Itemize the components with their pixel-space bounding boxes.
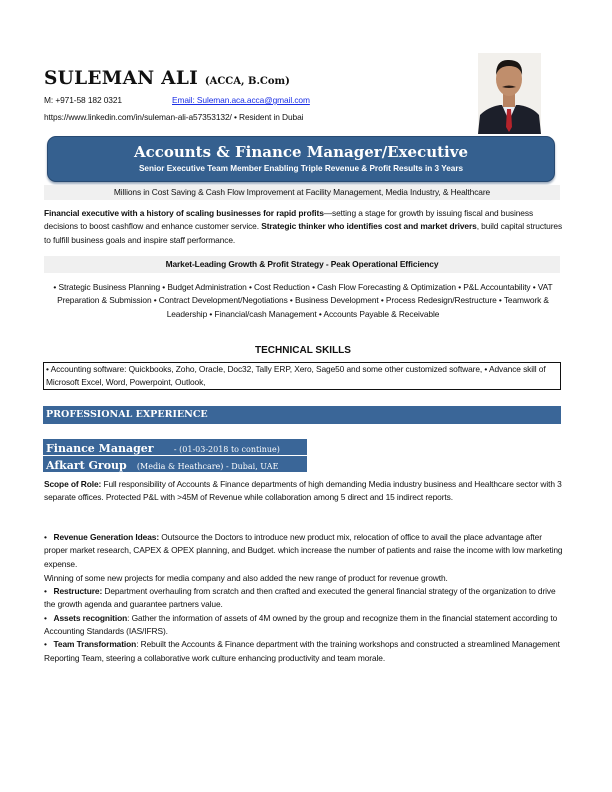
summary-text-1: —setting a stage for growth by issuing fiscal and business decisions to boost cashflow and enhance customer service. <box>44 208 534 232</box>
tagline: Millions in Cost Saving & Cash Flow Improvement at Facility Management, Media Industry, & Healthcare <box>44 185 560 200</box>
bullet-label: Revenue Generation Ideas: <box>53 532 160 542</box>
bullet-text: Department overhauling from scratch and then crafted and executed the general financial strategy of the organization to drive the growth agenda and guarantee partners value. <box>44 586 556 610</box>
profile-photo <box>478 53 541 134</box>
bullet-revenue <box>44 531 564 571</box>
bullet-icon: • <box>44 532 47 542</box>
summary-bold-1: Financial executive with a history of scaling businesses for rapid profits <box>44 208 324 218</box>
phone-number: M: +971-58 182 0321 <box>44 95 122 105</box>
bullet-label: Restructure: <box>53 586 103 597</box>
company-name: Afkart Group <box>46 459 127 472</box>
headline-title: Accounts & Finance Manager/Executive <box>133 143 469 161</box>
technical-skills-text: • Accounting software: Quickbooks, Zoho, Oracle, Doc32, Tally ERP, Xero, Sage50 and some other customized software, • Advance skill of Microsoft Excel, Word, Powerpoint, Outlook, <box>46 364 546 388</box>
headline-banner <box>47 136 555 182</box>
company-detail: (Media & Heathcare) - Dubai, UAE <box>136 462 279 471</box>
bullet-icon: • <box>44 639 47 650</box>
technical-skills-box <box>43 362 561 390</box>
candidate-name <box>44 68 290 89</box>
summary-paragraph <box>44 207 564 247</box>
scope-label: Scope of Role: <box>44 479 102 489</box>
bullet-text: : Rebuilt the Accounts & Finance department with the training workshops and constructed a streamlined Management Reporting Team, steering a collaborative work culture enhancing productivity and team morale. <box>44 639 560 663</box>
achievements-list <box>44 531 564 665</box>
bullet-text: Outsource the Doctors to introduce new product mix, relocation of office to avail the place advantage after proper market research, CAPEX & OPEX planning, and Budget. which increase the number of patients and raise the income with low marketing expense. <box>44 532 563 569</box>
job-title-bar <box>43 439 307 455</box>
name-text: SULEMAN ALI <box>44 68 199 89</box>
bullet-assets <box>44 612 564 639</box>
bullet-text: : Gather the information of assets of 4M owned by the group and recognize them in the financial statement according to Accounting Standards (IAS/IFRS). <box>44 612 558 637</box>
professional-experience-heading: PROFESSIONAL EXPERIENCE <box>43 406 561 424</box>
summary-bold-2: Strategic thinker who identifies cost and market drivers <box>261 221 477 232</box>
job-title: Finance Manager <box>46 442 154 455</box>
bullet-label: Team Transformation <box>53 639 137 650</box>
bullet-label: Assets recognition <box>53 612 128 623</box>
job-dates: - (01-03-2018 to continue) <box>173 445 280 454</box>
core-competencies: • Strategic Business Planning • Budget Administration • Cost Reduction • Cash Flow Forecasting & Optimization • P&L Accountability • VAT Preparation & Submission • Contract Development/Negotiations • Business Development • Process Redesign/Restructure • Teamwork & Leadership • Financial/cash Management • Accounts Payable & Receivable <box>53 282 553 319</box>
linkedin-line[interactable]: https://www.linkedin.com/in/suleman-ali-a57353132/ • Resident in Dubai <box>44 112 304 122</box>
headline-subtitle: Senior Executive Team Member Enabling Triple Revenue & Profit Results in 3 Years <box>138 164 464 173</box>
bullet-icon: • <box>44 612 47 623</box>
credentials: (ACCA, B.Com) <box>204 76 290 87</box>
extra-line: Winning of some new projects for media company and also added the new range of product for revenue growth. <box>44 572 448 583</box>
bullet-team <box>44 638 564 665</box>
bullet-icon: • <box>44 586 47 597</box>
scope-of-role <box>44 478 564 505</box>
technical-skills-heading: TECHNICAL SKILLS <box>255 345 351 356</box>
bullet-restructure <box>44 585 564 612</box>
strategy-heading: Market-Leading Growth & Profit Strategy - Peak Operational Efficiency <box>44 256 560 273</box>
summary-text-2: , build capital structures to fulfill business goals and inspire staff performance. <box>44 221 563 245</box>
email-link[interactable]: Email: Suleman.aca.acca@gmail.com <box>172 95 310 105</box>
scope-text: Full responsibility of Accounts & Finance departments of high demanding Media industry business and Healthcare sector with 3 separate offices. Protected P&L with >45M of Revenue while collaboration among 5 direct and 15 indirect reports. <box>44 479 562 503</box>
company-bar <box>43 456 307 472</box>
